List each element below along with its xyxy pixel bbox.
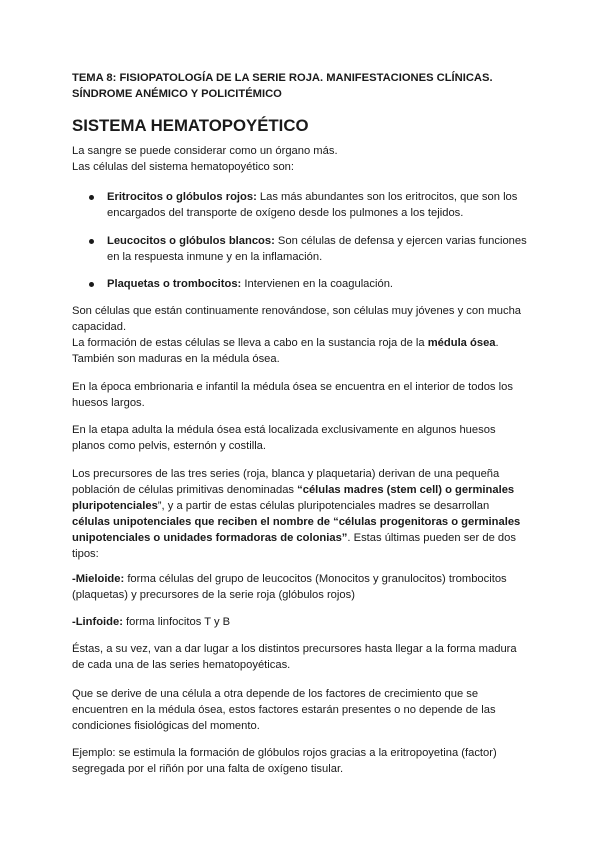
linfoide-term: -Linfoide: (72, 616, 123, 628)
bullet-term: Eritrocitos o glóbulos rojos: (107, 191, 257, 203)
intro-paragraph (72, 143, 528, 175)
para4-post: . Estas últimas pueden ser de dos tipos: (72, 532, 516, 560)
document-title: TEMA 8: FISIOPATOLOGÍA DE LA SERIE ROJA. MANIFESTACIONES CLÍNICAS. SÍNDROME ANÉMICO Y POLICITÉMICO (72, 72, 493, 100)
paragraph-factores: Que se derive de una célula a otra depende de los factores de crecimiento que se encuentren en la médula ósea, estos factores estarán presentes o no depende de las condiciones fisiológicas del momento. (72, 688, 496, 732)
section-heading: SISTEMA HEMATOPOYÉTICO (72, 116, 309, 135)
linfoide-text: forma linfocitos T y B (122, 616, 231, 628)
paragraph-adulta: En la etapa adulta la médula ósea está localizada exclusivamente en algunos huesos planos como pelvis, esternón y costilla. (72, 424, 496, 452)
bullet-term: Plaquetas o trombocitos: (107, 278, 242, 290)
list-item-leucocitos (107, 233, 528, 265)
list-item-eritrocitos (107, 189, 528, 221)
bullet-icon (89, 282, 94, 287)
para4-bold-2: células unipotenciales que reciben el nombre de “células progenitoras o germinales unipotenciales o unidades formadoras de colonias” (72, 516, 521, 544)
para4-mid: ”, y a partir de estas células pluripotenciales madres se desarrollan (157, 500, 490, 512)
intro-line-2: Las células del sistema hematopoyético son: (72, 161, 295, 173)
bullet-text: Intervienen en la coagulación. (241, 278, 394, 290)
bullet-icon (89, 195, 94, 200)
para1-line-2-bold: médula ósea (427, 337, 496, 349)
para1-line-1: Son células que están continuamente renovándose, son células muy jóvenes y con mucha capacidad. (72, 305, 522, 333)
bullet-text: Las más abundantes son los eritrocitos, que son los encargados del transporte de oxígeno desde los pulmones a los tejidos. (107, 191, 518, 219)
paragraph-mieloide (72, 571, 528, 603)
paragraph-embrionaria: En la época embrionaria e infantil la médula ósea se encuentra en el interior de todos los huesos largos. (72, 381, 513, 409)
paragraph-linfoide (72, 614, 528, 630)
paragraph-ejemplo: Ejemplo: se estimula la formación de glóbulos rojos gracias a la eritropoyetina (factor) segregada por el riñón por una falta de oxígeno tisular. (72, 747, 497, 775)
bullet-icon (89, 239, 94, 244)
mieloide-term: -Mieloide: (72, 573, 125, 585)
paragraph-precursores (72, 466, 528, 562)
para4-pre: Los precursores de las tres series (roja, blanca y plaquetaria) derivan de una pequeña población de células primitivas denominadas (72, 468, 500, 496)
para4-bold-1: “células madres (stem cell) o germinales pluripotenciales (72, 484, 515, 512)
bullet-term: Leucocitos o glóbulos blancos: (107, 235, 275, 247)
bullet-text: Son células de defensa y ejercen varias funciones en la respuesta inmune y en la inflamación. (107, 235, 527, 263)
paragraph-precursores-madura: Éstas, a su vez, van a dar lugar a los distintos precursores hasta llegar a la forma madura de cada una de las series hematopoyéticas. (72, 643, 517, 671)
paragraph-renovacion (72, 303, 528, 367)
list-item-plaquetas (107, 276, 528, 292)
para1-line-2-pre: La formación de estas células se lleva a cabo en la sustancia roja de la (72, 337, 428, 349)
intro-line-1: La sangre se puede considerar como un órgano más. (72, 145, 338, 157)
para1-line-2-post: . También son maduras en la médula ósea. (72, 337, 499, 365)
mieloide-text: forma células del grupo de leucocitos (Monocitos y granulocitos) trombocitos (plaquetas) y precursores de la serie roja (glóbulos rojos) (72, 573, 507, 601)
